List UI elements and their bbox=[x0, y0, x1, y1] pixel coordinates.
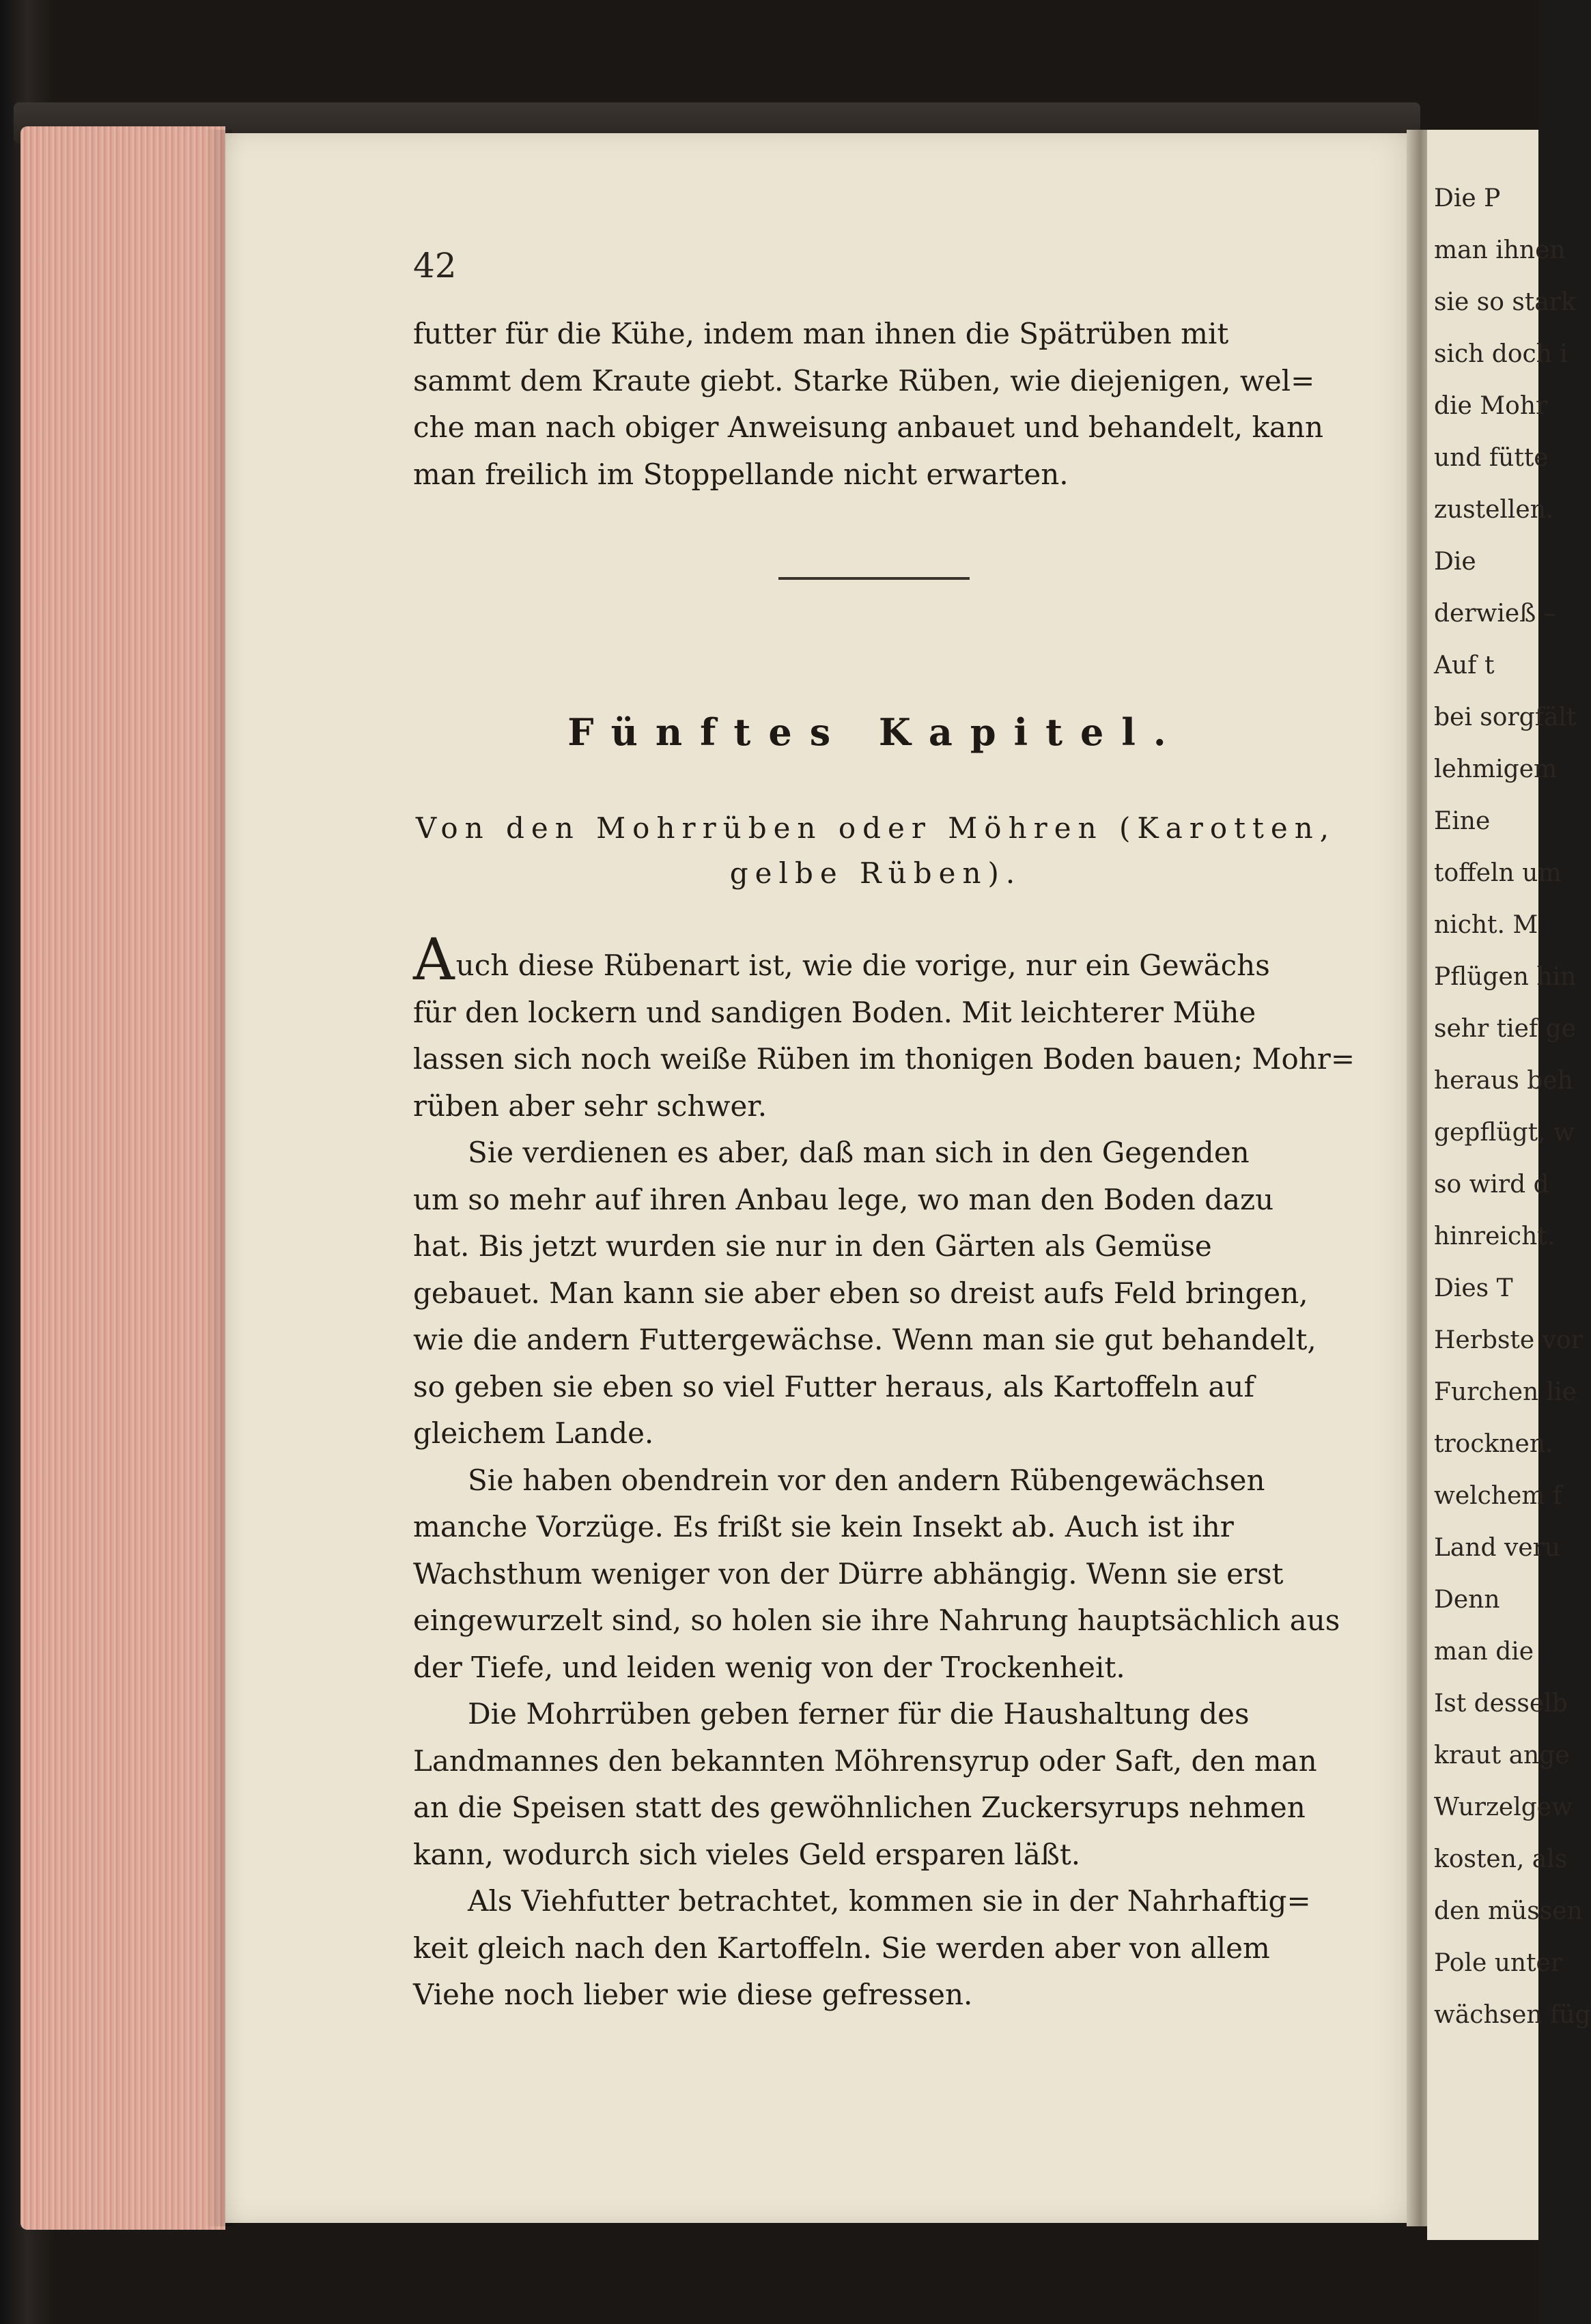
chapter-subtitle-line: Von den Mohrrüben oder Möhren (Karotten, bbox=[415, 811, 1336, 845]
text-line: sammt dem Kraute giebt. Starke Rüben, wie diejenigen, wel= bbox=[413, 363, 1315, 397]
facing-page-text-fragment: Die P bbox=[1434, 184, 1501, 212]
text-line: der Tiefe, und leiden wenig von der Trockenheit. bbox=[413, 1650, 1125, 1684]
text-line: gleichem Lande. bbox=[413, 1416, 654, 1450]
facing-page-text-fragment: sie so stark bbox=[1434, 288, 1576, 316]
paragraph bbox=[413, 1457, 1338, 1692]
facing-page-text-fragment: trocknen. bbox=[1434, 1430, 1553, 1458]
facing-page-text-fragment: Die bbox=[1434, 548, 1476, 576]
facing-page-text-fragment: Herbste vor bbox=[1434, 1326, 1583, 1354]
facing-page-text-fragment: man ihnen bbox=[1434, 236, 1566, 264]
facing-page-text-fragment: und fütte bbox=[1434, 444, 1549, 472]
text-line: Sie verdienen es aber, daß man sich in den Gegenden bbox=[468, 1136, 1250, 1169]
facing-page-text-fragment: wächsen füg bbox=[1434, 2001, 1591, 2029]
paragraph bbox=[413, 1878, 1338, 2019]
facing-page-text-fragment: Pflügen hin bbox=[1434, 963, 1577, 991]
paragraph bbox=[413, 1691, 1338, 1878]
facing-page-text-fragment: die Mohr bbox=[1434, 392, 1548, 420]
facing-page-text-fragment: Denn bbox=[1434, 1586, 1500, 1614]
facing-page-text-fragment: bei sorgfält bbox=[1434, 703, 1577, 731]
text-line: keit gleich nach den Kartoffeln. Sie werden aber von allem bbox=[413, 1931, 1270, 1965]
facing-page-text-fragment: Ist desselb bbox=[1434, 1690, 1568, 1718]
page-number: 42 bbox=[413, 246, 457, 285]
text-line: Landmannes den bekannten Möhrensyrup oder Saft, den man bbox=[413, 1744, 1317, 1778]
facing-page-text-fragment: kraut ange bbox=[1434, 1741, 1570, 1769]
page-edges bbox=[20, 126, 225, 2230]
text-line: Viehe noch lieber wie diese gefressen. bbox=[413, 1978, 973, 2011]
facing-page-text-fragment: Eine bbox=[1434, 807, 1491, 835]
facing-page-text-fragment: toffeln um bbox=[1434, 859, 1562, 887]
chapter-title: Fünftes Kapitel. bbox=[567, 710, 1184, 754]
text-line: man freilich im Stoppellande nicht erwarten. bbox=[413, 457, 1069, 491]
facing-page-text-fragment: Pole unter bbox=[1434, 1949, 1563, 1977]
paragraph bbox=[413, 926, 1355, 1130]
facing-page-text-fragment: so wird d bbox=[1434, 1171, 1549, 1199]
intro-paragraph bbox=[413, 311, 1338, 498]
facing-page-text-fragment: nicht. M bbox=[1434, 911, 1538, 939]
chapter-subtitle bbox=[413, 806, 1338, 896]
text-line: lassen sich noch weiße Rüben im thonigen Boden bauen; Mohr= bbox=[413, 1042, 1355, 1076]
text-line: hat. Bis jetzt wurden sie nur in den Gärten als Gemüse bbox=[413, 1229, 1212, 1263]
facing-page-text-fragment: den müssen bbox=[1434, 1897, 1583, 1925]
text-line: manche Vorzüge. Es frißt sie kein Insekt ab. Auch ist ihr bbox=[413, 1510, 1234, 1543]
text-line: wie die andern Futtergewächse. Wenn man sie gut behandelt, bbox=[413, 1323, 1317, 1356]
facing-page-fragment bbox=[1427, 130, 1591, 2240]
facing-page-text-fragment: Land veru bbox=[1434, 1534, 1561, 1562]
chapter-subtitle-line: gelbe Rüben). bbox=[729, 856, 1022, 890]
text-line: eingewurzelt sind, so holen sie ihre Nahrung hauptsächlich aus bbox=[413, 1604, 1340, 1637]
text-line: um so mehr auf ihren Anbau lege, wo man den Boden dazu bbox=[413, 1182, 1274, 1216]
section-divider bbox=[778, 577, 970, 580]
facing-page-text-fragment: heraus beh bbox=[1434, 1067, 1573, 1095]
text-line: Sie haben obendrein vor den andern Rübengewächsen bbox=[468, 1463, 1265, 1497]
text-line: an die Speisen statt des gewöhnlichen Zuckersyrups nehmen bbox=[413, 1791, 1306, 1824]
text-line-rest: uch diese Rübenart ist, wie die vorige, nur ein Gewächs bbox=[455, 949, 1270, 982]
text-line: gebauet. Man kann sie aber eben so dreist aufs Feld bringen, bbox=[413, 1276, 1308, 1310]
facing-page-text-fragment: Dies T bbox=[1434, 1274, 1513, 1302]
text-line: für den lockern und sandigen Boden. Mit leichterer Mühe bbox=[413, 995, 1256, 1029]
paragraph bbox=[413, 1130, 1338, 1457]
facing-page-text-fragment: hinreicht. bbox=[1434, 1222, 1555, 1250]
text-line: Wachsthum weniger von der Dürre abhängig. Wenn sie erst bbox=[413, 1556, 1284, 1591]
facing-page-text-fragment: Furchen lie bbox=[1434, 1378, 1577, 1406]
facing-page-text-fragment: gepflügt, w bbox=[1434, 1119, 1575, 1147]
text-line bbox=[413, 926, 1338, 993]
facing-page-text-fragment: man die bbox=[1434, 1638, 1534, 1666]
facing-page-text-fragment: Wurzelgew bbox=[1434, 1793, 1573, 1821]
facing-page-text-fragment: Auf t bbox=[1434, 652, 1495, 680]
facing-page-text-fragment: welchem f bbox=[1434, 1482, 1562, 1510]
text-line: kann, wodurch sich vieles Geld ersparen läßt. bbox=[413, 1837, 1081, 1871]
facing-page-text-fragment: kosten, als bbox=[1434, 1845, 1568, 1873]
text-line: Die Mohrrüben geben ferner für die Haushaltung des bbox=[468, 1697, 1250, 1731]
text-line: che man nach obiger Anweisung anbauet und behandelt, kann bbox=[413, 410, 1324, 444]
facing-page-text-fragment: zustellen. bbox=[1434, 496, 1554, 524]
text-line: so geben sie eben so viel Futter heraus, als Kartoffeln auf bbox=[413, 1369, 1255, 1403]
text-line: Als Viehfutter betrachtet, kommen sie in der Nahrhaftig= bbox=[468, 1884, 1311, 1918]
body-text bbox=[413, 926, 1355, 2019]
text-line: futter für die Kühe, indem man ihnen die Spätrüben mit bbox=[413, 317, 1229, 350]
text-line: rüben aber sehr schwer. bbox=[413, 1089, 768, 1123]
facing-page-text-fragment: derwieß – bbox=[1434, 600, 1556, 628]
facing-page-text-fragment: lehmigem bbox=[1434, 755, 1558, 783]
drop-cap: A bbox=[413, 926, 455, 993]
facing-page-text-fragment: sehr tief ge bbox=[1434, 1015, 1577, 1043]
facing-page-text-fragment: sich doch i bbox=[1434, 340, 1568, 368]
